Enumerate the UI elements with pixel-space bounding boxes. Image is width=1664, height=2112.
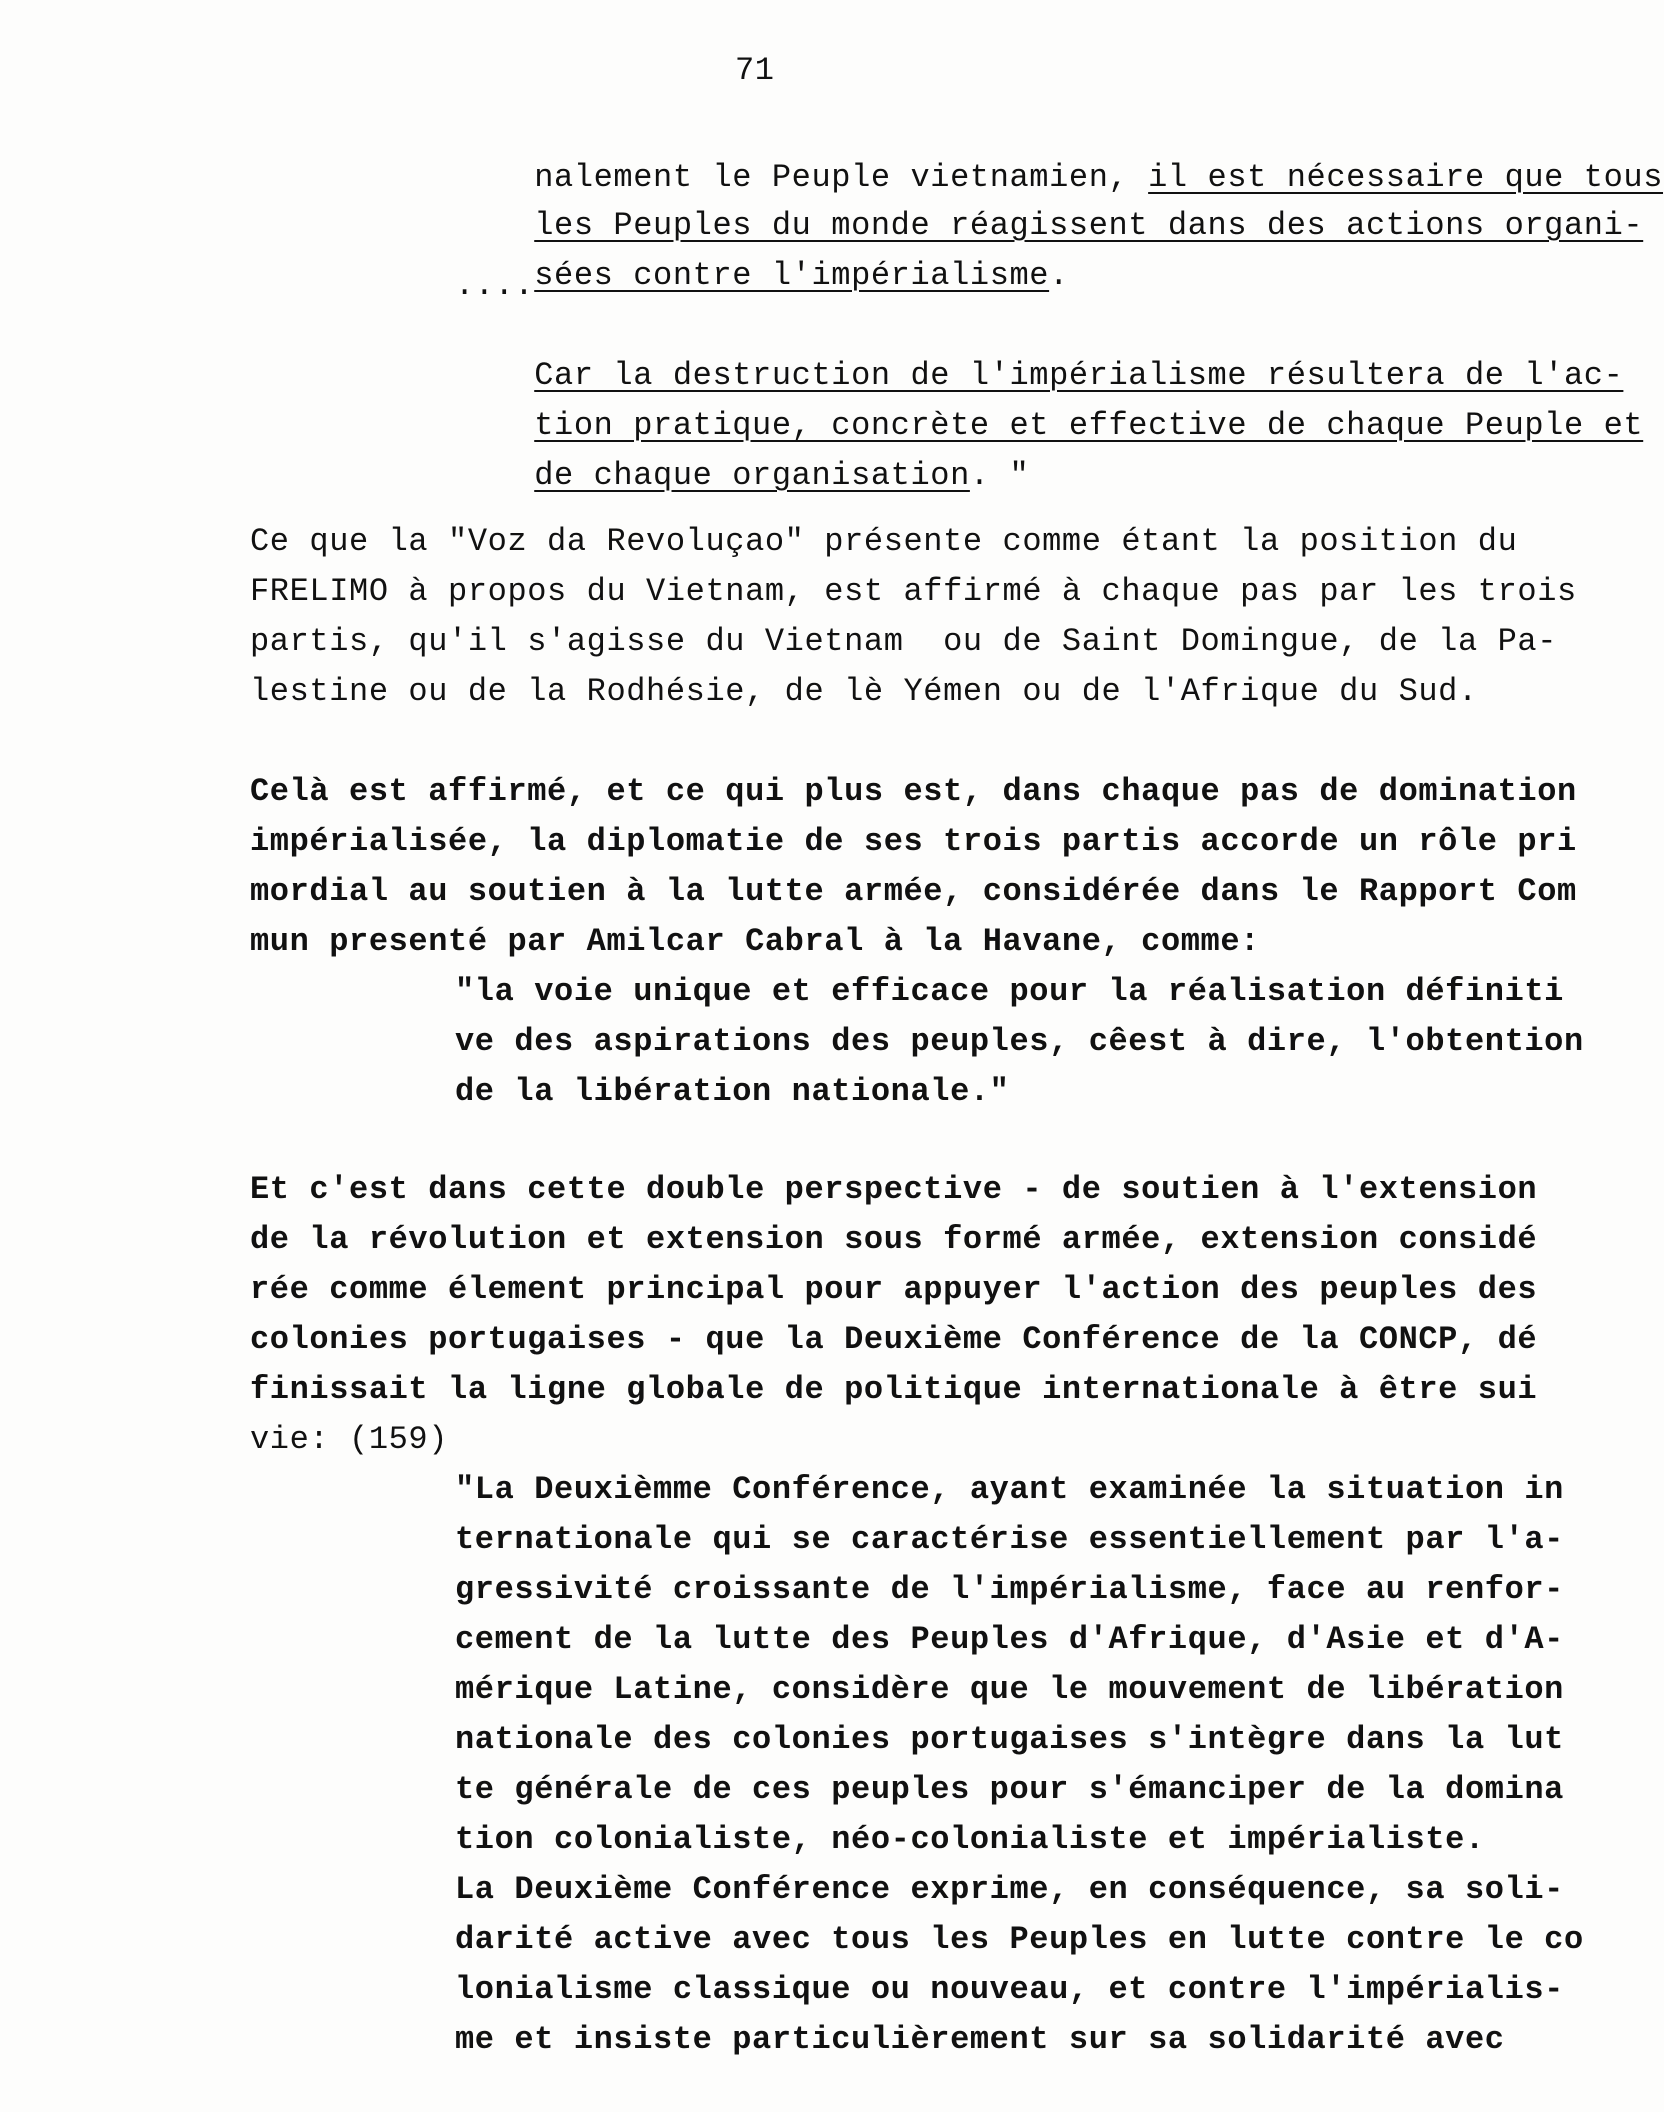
quote-top-line xyxy=(455,118,1664,196)
quote-top-underlined: Car la destruction de l'impérialisme résultera de l'ac- xyxy=(534,357,1624,394)
paragraph-3-line: de la révolution et extension sous formé armée, extension considé xyxy=(250,1221,1538,1258)
paragraph-2-line: mordial au soutien à la lutte armée, considérée dans le Rapport Com xyxy=(250,873,1577,910)
quote-top-text: . xyxy=(1049,257,1069,294)
quote-bottom-line: ternationale qui se caractérise essentiellement par l'a- xyxy=(455,1521,1564,1558)
quote-top-line xyxy=(455,366,1644,444)
quote-bottom-line: nationale des colonies portugaises s'intègre dans la lut xyxy=(455,1721,1564,1758)
quote-top-line xyxy=(455,166,1644,244)
quote-bottom-line: te générale de ces peuples pour s'émanciper de la domina xyxy=(455,1771,1564,1808)
paragraph-2-line: mun presenté par Amilcar Cabral à la Havane, comme: xyxy=(250,923,1260,960)
paragraph-1-line: partis, qu'il s'agisse du Vietnam ou de Saint Domingue, de la Pa- xyxy=(250,623,1558,660)
paragraph-3-line: vie: (159) xyxy=(250,1421,449,1458)
quote-middle-line: "la voie unique et efficace pour la réalisation définiti xyxy=(455,973,1564,1010)
quote-top-line xyxy=(455,316,1624,394)
quote-bottom-line: gressivité croissante de l'impérialisme, face au renfor- xyxy=(455,1571,1564,1608)
quote-top-ellipsis: .... xyxy=(455,267,535,304)
quote-top-underlined: il est nécessaire que tous xyxy=(1148,159,1664,196)
quote-bottom-line: "La Deuxièmme Conférence, ayant examinée la situation in xyxy=(455,1471,1564,1508)
paragraph-3-line: rée comme élement principal pour appuyer l'action des peuples des xyxy=(250,1271,1538,1308)
paragraph-3-line: Et c'est dans cette double perspective - de soutien à l'extension xyxy=(250,1171,1538,1208)
quote-middle-line: de la libération nationale." xyxy=(455,1073,1010,1110)
quote-top-underlined: tion pratique, concrète et effective de chaque Peuple et xyxy=(534,407,1644,444)
quote-top-text: . " xyxy=(969,457,1030,494)
paragraph-1-line: lestine ou de la Rodhésie, de lè Yémen ou de l'Afrique du Sud. xyxy=(250,673,1478,710)
paragraph-1-line: Ce que la "Voz da Revoluçao" présente comme étant la position du xyxy=(250,523,1518,560)
quote-bottom-line: darité active avec tous les Peuples en lutte contre le co xyxy=(455,1921,1584,1958)
quote-bottom-line: La Deuxième Conférence exprime, en conséquence, sa soli- xyxy=(455,1871,1564,1908)
quote-bottom-line: cement de la lutte des Peuples d'Afrique, d'Asie et d'A- xyxy=(455,1621,1564,1658)
quote-top-underlined: sées contre l'impérialisme xyxy=(534,257,1050,294)
paragraph-2-line: Celà est affirmé, et ce qui plus est, dans chaque pas de domination xyxy=(250,773,1577,810)
quote-bottom-line: me et insiste particulièrement sur sa solidarité avec xyxy=(455,2021,1505,2058)
paragraph-1-line: FRELIMO à propos du Vietnam, est affirmé à chaque pas par les trois xyxy=(250,573,1577,610)
quote-bottom-line: tion colonialiste, néo-colonialiste et impérialiste. xyxy=(455,1821,1485,1858)
quote-middle-line: ve des aspirations des peuples, cêest à dire, l'obtention xyxy=(455,1023,1584,1060)
quote-top-underlined: les Peuples du monde réagissent dans des actions organi- xyxy=(534,207,1644,244)
quote-top-line xyxy=(455,416,1030,494)
paragraph-3-line: colonies portugaises - que la Deuxième Conférence de la CONCP, dé xyxy=(250,1321,1538,1358)
quote-top-text: nalement le Peuple vietnamien, xyxy=(534,159,1149,196)
quote-bottom-line: lonialisme classique ou nouveau, et contre l'impérialis- xyxy=(455,1971,1564,2008)
paragraph-2-line: impérialisée, la diplomatie de ses trois partis accorde un rôle pri xyxy=(250,823,1577,860)
paragraph-3-line: finissait la ligne globale de politique internationale à être sui xyxy=(250,1371,1538,1408)
quote-top-underlined: de chaque organisation xyxy=(534,457,970,494)
quote-top-line xyxy=(455,216,1069,294)
quote-bottom-line: mérique Latine, considère que le mouvement de libération xyxy=(455,1671,1564,1708)
page-number: 71 xyxy=(735,52,775,89)
